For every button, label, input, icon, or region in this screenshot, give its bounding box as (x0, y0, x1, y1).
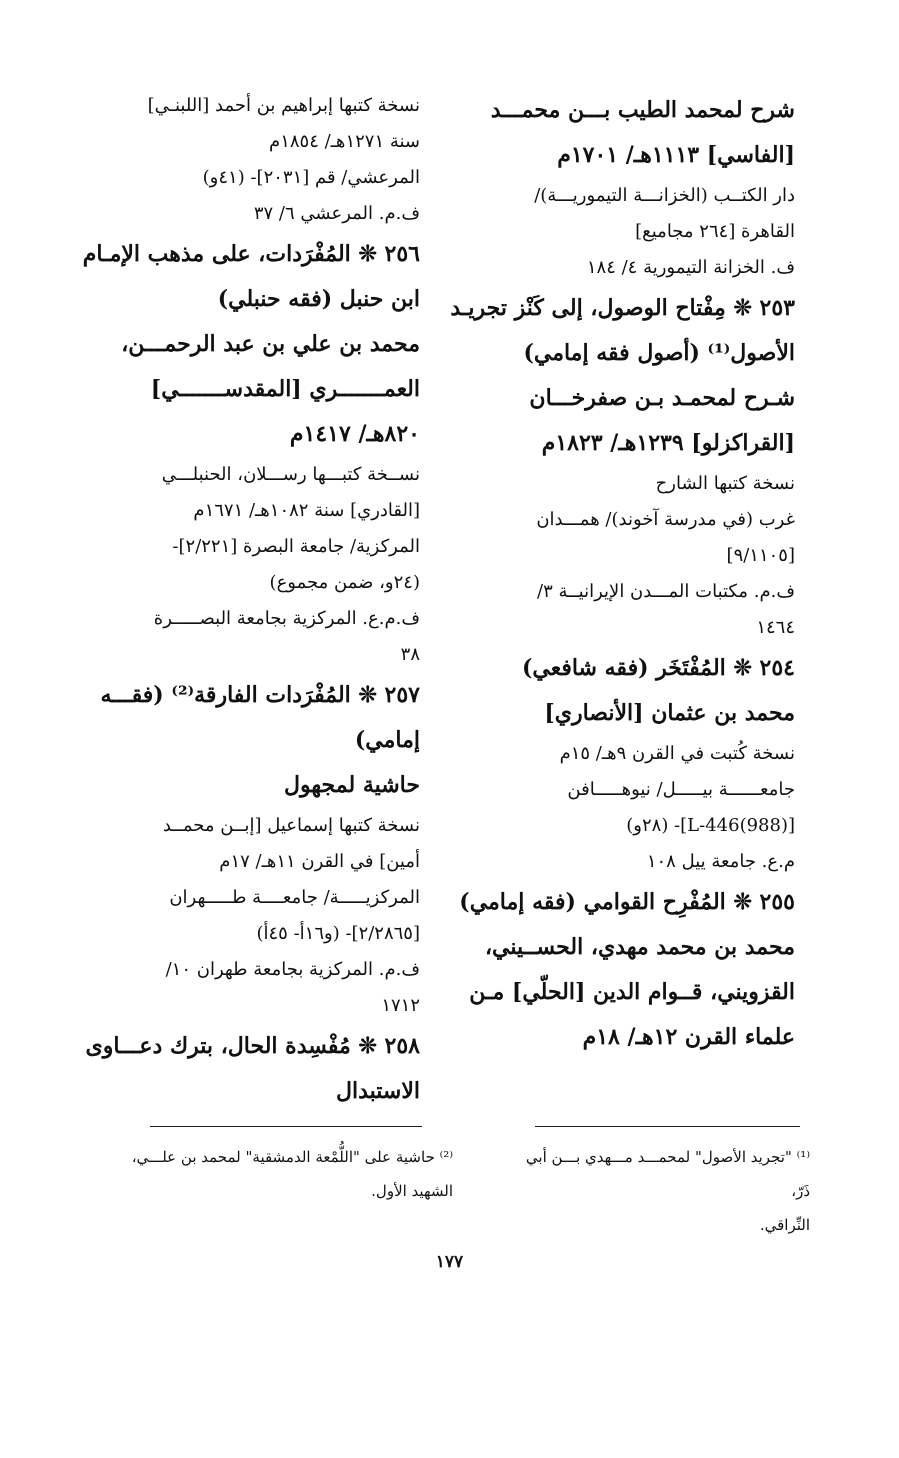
entry-heading-line: القزويني، قــوام الدين [الحلّي] مـن (469, 979, 795, 1005)
entry-detail-line: نسخة كتبها إبراهيم بن أحمد [اللبنـي] (147, 95, 420, 116)
entry-detail-line: المرعشي/ قم [٢٠٣١]- (٤١و) (202, 167, 420, 188)
right-column (450, 88, 795, 1060)
entry-heading-line: ٢٥٣ ❊ مِفْتاح الوصول، إلى كَنْز تجريـد (450, 295, 795, 321)
entry-detail-line: ف.م. المرعشي ٦/ ٣٧ (253, 203, 420, 224)
entry-detail-line: دار الكتــب (الخزانـــة التيموريـــة)/ (534, 185, 795, 206)
entry-detail-line: سنة ١٢٧١هـ/ ١٨٥٤م (269, 131, 420, 152)
entry-detail-line: المركزيـــــة/ جامعــــة طـــــهران (169, 887, 420, 908)
footnote-right-line-1: ⁽¹⁾ "تجريد الأصول" لمحمـــد مـــهدي بـــن أبي ذَرّ، (525, 1148, 810, 1200)
entry-detail-line: [٩/١١٠٥] (726, 545, 795, 566)
entry-detail-line: [القادري] سنة ١٠٨٢هـ/ ١٦٧١م (193, 500, 420, 521)
entry-detail-line: [٢/٢٨٦٥]- (و١٦أ- ٤٥أ) (256, 923, 420, 944)
entry-detail-line: غرب (في مدرسة آخوند)/ همـــدان (536, 509, 795, 530)
entry-detail-line: نسخة كُتبت في القرن ٩هـ/ ١٥م (559, 743, 795, 764)
entry-heading-line: ٢٥٧ ❊ المُفْرَدات الفارقة⁽²⁾ (فقـــه (100, 682, 420, 708)
footnote-rule-right (535, 1126, 800, 1127)
entry-heading-line: ٢٥٤ ❊ المُفْتَخَر (فقه شافعي) (521, 655, 795, 681)
entry-detail-line: ف.م.ع. المركزية بجامعة البصـــــرة (153, 608, 420, 629)
entry-detail-line: أمين] في القرن ١١هـ/ ١٧م (219, 851, 420, 872)
entry-heading-line: علماء القرن ١٢هـ/ ١٨م (582, 1024, 795, 1050)
entry-detail-line: ٣٨ (400, 644, 420, 665)
entry-detail-line: ١٤٦٤ (756, 617, 795, 638)
footnote-left-line-1: ⁽²⁾ حاشية على "اللُّمْعة الدمشقية" لمحمد بن علـــي، (131, 1148, 453, 1166)
entry-detail-line: جامعــــــة بيـــــل/ نيوهـــــافن (567, 779, 795, 800)
entry-detail-line: م.ع. جامعة ييل ١٠٨ (646, 851, 795, 872)
footnote-rule-left (150, 1126, 422, 1127)
entry-heading-line: ٨٢٠هـ/ ١٤١٧م (289, 421, 420, 447)
entry-heading-line: [القراكزلو] ١٢٣٩هـ/ ١٨٢٣م (541, 430, 795, 456)
entry-heading-line: ٢٥٦ ❊ المُفْرَدات، على مذهب الإمـام (82, 241, 420, 267)
entry-detail-line: ف. الخزانة التيمورية ٤/ ١٨٤ (586, 257, 795, 278)
page-number: ١٧٧ (435, 1252, 464, 1272)
entry-heading-line: ٢٥٨ ❊ مُفْسِدة الحال، بترك دعـــاوى (85, 1033, 420, 1059)
entry-heading-line: العمـــــــري [المقدســـــــي] (150, 376, 420, 402)
entry-heading-line: محمد بن علي بن عبد الرحمـــن، (121, 331, 420, 357)
footnote-left-line-2: الشهيد الأول. (371, 1182, 453, 1200)
entry-heading-line: ٢٥٥ ❊ المُفْرِح القوامي (فقه إمامي) (459, 889, 795, 915)
entry-heading-line: محمد بن محمد مهدي، الحســيني، (484, 934, 795, 960)
entry-detail-line: ١٧١٢ (381, 995, 420, 1016)
entry-detail-line: نســخة كتبـــها رســـلان، الحنبلـــي (161, 464, 420, 485)
entry-detail-line: (٢٤و، ضمن مجموع) (269, 572, 420, 593)
footnote-right (510, 1140, 810, 1242)
left-column (82, 88, 420, 1114)
entry-heading-line: [الفاسي] ١١١٣هـ/ ١٧٠١م (557, 142, 795, 168)
entry-detail-line: [L-446(988)]- (٢٨و) (626, 815, 795, 836)
entry-heading-line: الأصول⁽¹⁾ (أصول فقه إمامي) (523, 340, 795, 366)
entry-detail-line: نسخة كتبها الشارح (655, 473, 795, 494)
entry-detail-line: نسخة كتبها إسماعيل [إبــن محمــد (162, 815, 420, 836)
footnote-right-line-2: النِّراقي. (759, 1216, 810, 1234)
entry-heading-line: شـرح لمحمـد بـن صفرخـــان (529, 385, 795, 411)
entry-detail-line: القاهرة [٢٦٤ مجاميع] (635, 221, 795, 242)
entry-heading-line: حاشية لمجهول (284, 772, 420, 798)
entry-detail-line: ف.م. مكتبات المـــدن الإيرانيــة ٣/ (537, 581, 795, 602)
entry-detail-line: ف.م. المركزية بجامعة طهران ١٠/ (165, 959, 420, 980)
entry-detail-line: المركزية/ جامعة البصرة [٢/٢٢١]- (172, 536, 420, 557)
entry-heading-line: الاستبدال (335, 1078, 420, 1104)
entry-heading-line: إمامي) (354, 727, 420, 753)
footnote-left (108, 1140, 453, 1208)
entry-heading-line: محمد بن عثمان [الأنصاري] (544, 700, 795, 726)
entry-heading-line: شرح لمحمد الطيب بـــن محمـــد (490, 97, 795, 123)
entry-heading-line: ابن حنبل (فقه حنبلي) (217, 286, 420, 312)
